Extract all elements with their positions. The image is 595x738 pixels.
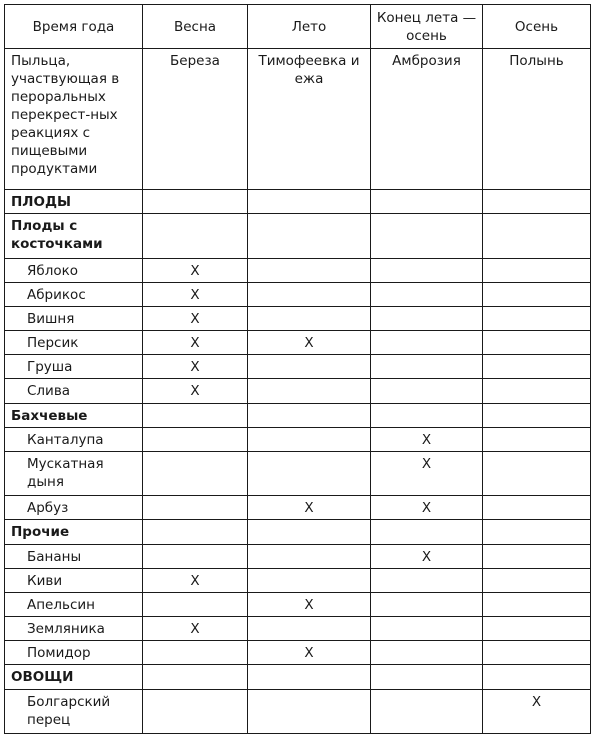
row-label-muskmelon: Мускатная дыня (5, 451, 143, 495)
row-label-cherry: Вишня (5, 307, 143, 331)
pollen-autumn: Полынь (483, 49, 591, 190)
pollen-row-label: Пыльца, участвующая в пероральных перекрест-ных реакциях с пищевыми продуктами (5, 49, 143, 190)
pollen-late-summer-autumn: Амброзия (371, 49, 483, 190)
section-fruits: ПЛОДЫ (5, 190, 143, 214)
row-label-orange: Апельсин (5, 592, 143, 616)
pollen-spring: Береза (143, 49, 248, 190)
section-stone-fruits: Плоды с косточками (5, 214, 143, 258)
table-row (5, 331, 591, 355)
header-autumn: Осень (483, 5, 591, 49)
row-label-tomato: Помидор (5, 641, 143, 665)
row-label-apple: Яблоко (5, 258, 143, 282)
table-row (5, 427, 591, 451)
header-season: Время года (5, 5, 143, 49)
table-row (5, 379, 591, 403)
mark-apricot-spring: X (143, 282, 248, 306)
section-row-melons (5, 403, 591, 427)
row-label-peach: Персик (5, 331, 143, 355)
mark-watermelon-late-summer: X (371, 496, 483, 520)
table-row (5, 307, 591, 331)
pollen-summer: Тимофеевка и ежа (248, 49, 371, 190)
section-melons: Бахчевые (5, 403, 143, 427)
section-row-other (5, 520, 591, 544)
row-label-cantaloupe: Канталупа (5, 427, 143, 451)
table-row (5, 282, 591, 306)
row-label-pear: Груша (5, 355, 143, 379)
row-label-apricot: Абрикос (5, 282, 143, 306)
mark-peach-summer: X (248, 331, 371, 355)
section-other: Прочие (5, 520, 143, 544)
row-label-plum: Слива (5, 379, 143, 403)
table-row (5, 592, 591, 616)
table-row (5, 617, 591, 641)
mark-pear-spring: X (143, 355, 248, 379)
mark-apple-spring: X (143, 258, 248, 282)
row-label-bell-pepper: Болгарский перец (5, 689, 143, 734)
row-label-watermelon: Арбуз (5, 496, 143, 520)
header-late-summer-autumn: Конец лета — осень (371, 5, 483, 49)
cross-reaction-table (4, 4, 591, 734)
section-row-stone-fruits (5, 214, 591, 258)
section-row-fruits (5, 190, 591, 214)
row-label-bananas: Бананы (5, 544, 143, 568)
header-summer: Лето (248, 5, 371, 49)
table-row (5, 355, 591, 379)
mark-bell-pepper-autumn: X (483, 689, 591, 734)
mark-strawberry-spring: X (143, 617, 248, 641)
table-row (5, 451, 591, 495)
section-vegetables: ОВОЩИ (5, 665, 143, 689)
mark-kiwi-spring: X (143, 568, 248, 592)
mark-orange-summer: X (248, 592, 371, 616)
mark-tomato-summer: X (248, 641, 371, 665)
mark-muskmelon-late-summer: X (371, 451, 483, 495)
mark-peach-spring: X (143, 331, 248, 355)
table-row (5, 689, 591, 734)
table-row (5, 496, 591, 520)
pollen-row (5, 49, 591, 190)
table-row (5, 568, 591, 592)
table-row (5, 641, 591, 665)
table-row (5, 258, 591, 282)
mark-bananas-late-summer: X (371, 544, 483, 568)
mark-cantaloupe-late-summer: X (371, 427, 483, 451)
table-row (5, 544, 591, 568)
row-label-kiwi: Киви (5, 568, 143, 592)
header-spring: Весна (143, 5, 248, 49)
row-label-strawberry: Земляника (5, 617, 143, 641)
mark-plum-spring: X (143, 379, 248, 403)
mark-watermelon-summer: X (248, 496, 371, 520)
header-row (5, 5, 591, 49)
mark-cherry-spring: X (143, 307, 248, 331)
section-row-vegetables (5, 665, 591, 689)
